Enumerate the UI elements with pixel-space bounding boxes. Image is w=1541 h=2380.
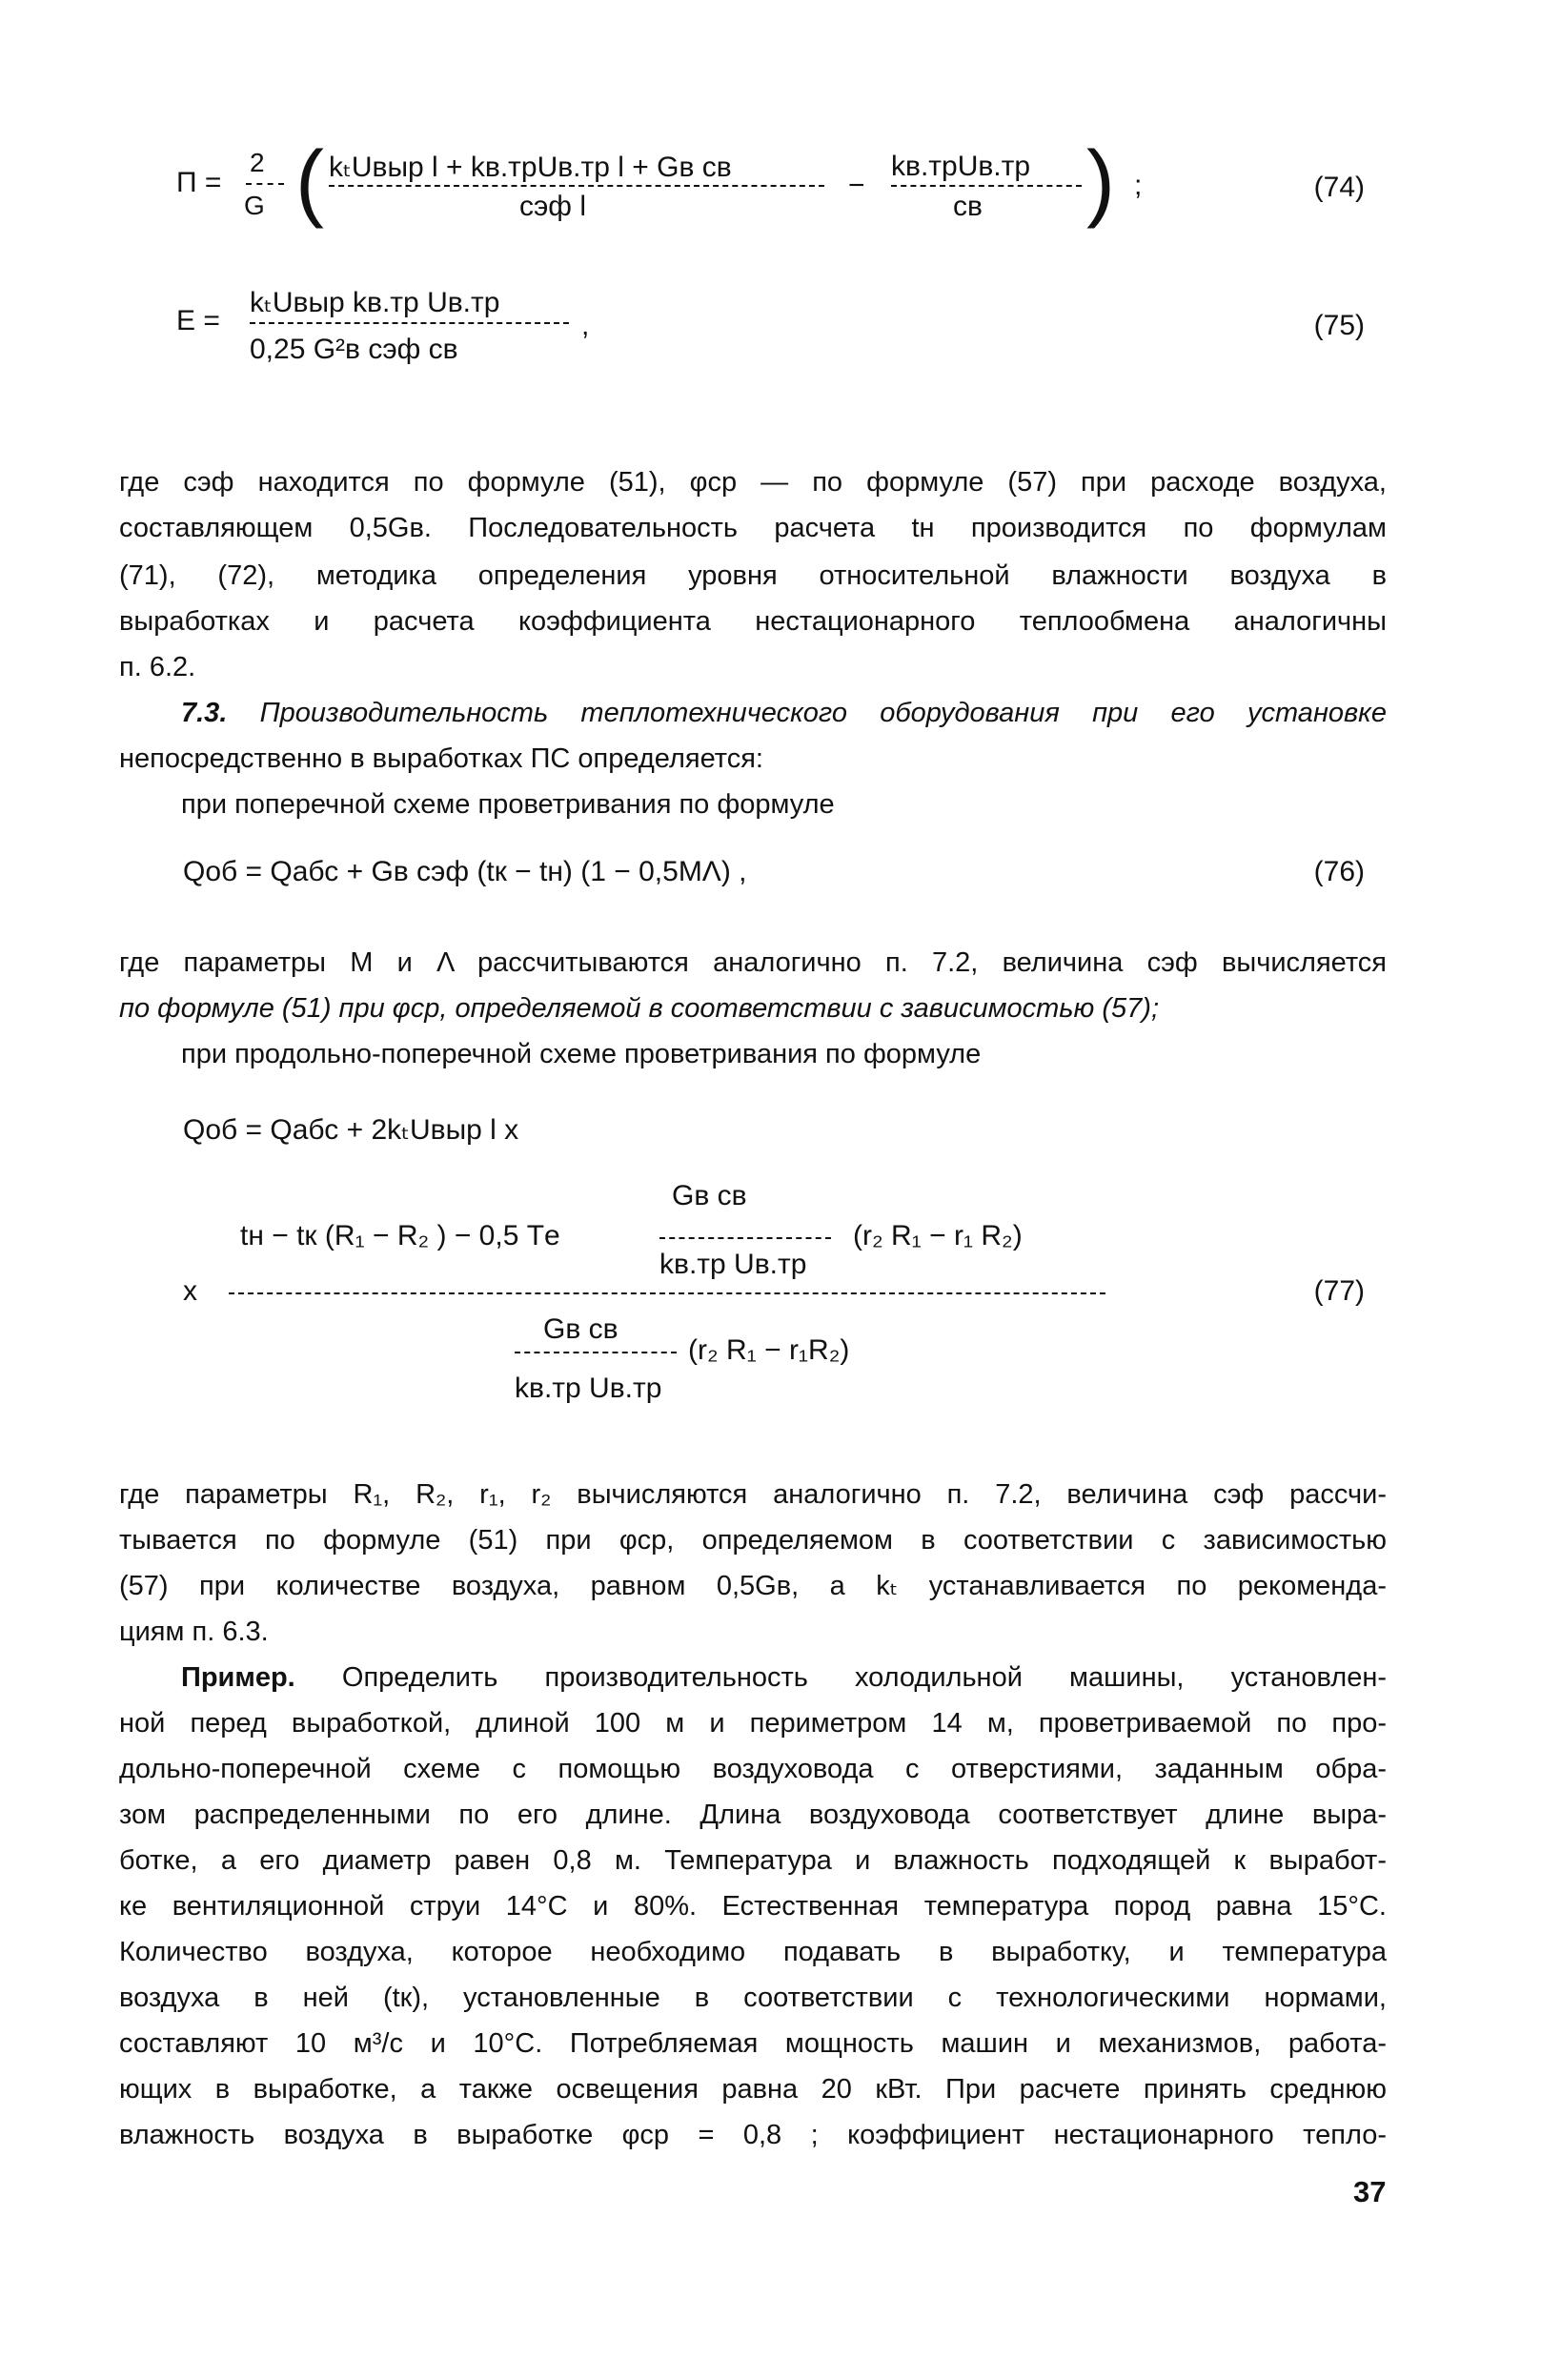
example-line: Количество воздуха, которое необходимо подавать в выработку, и температура — [119, 1937, 1387, 1967]
section-7-3-line2: непосредственно в выработках ПС определяется: — [119, 743, 763, 774]
example-line: воздуха в ней (tк), установленные в соответствии с технологическими нормами, — [119, 1983, 1387, 2013]
text-line: при продольно-поперечной схеме проветривания по формуле — [181, 1039, 982, 1069]
formula-77-den-num: Gв cв — [543, 1313, 618, 1345]
formula-74-semicolon: ; — [1134, 170, 1143, 201]
formula-75-comma: , — [581, 310, 590, 341]
text-line: где параметры M и Λ рассчитываются аналогично п. 7.2, величина cэф вычисляется — [119, 947, 1387, 978]
formula-75-number: (75) — [1313, 310, 1365, 341]
example-line: влажность воздуха в выработке φср = 0,8 ; коэффициент нестационарного тепло- — [119, 2120, 1387, 2150]
section-number: 7.3. — [181, 698, 228, 728]
formula-74-fraction-bar — [329, 185, 824, 187]
text-line: где cэф находится по формуле (51), φср — по формуле (57) при расходе воздуха, — [119, 467, 1387, 498]
text-line: (71), (72), методика определения уровня относительной влажности воздуха в — [119, 560, 1387, 591]
formula-75-fraction-bar — [250, 322, 569, 324]
section-7-3-line3: при поперечной схеме проветривания по формуле — [181, 789, 835, 820]
section-7-3-line1 — [181, 694, 1387, 732]
formula-75-numerator: kₜUвыр kв.тр Uв.тр — [250, 287, 500, 318]
example-first-line — [181, 1658, 1387, 1697]
text-line: (57) при количестве воздуха, равном 0,5Gв, а kₜ устанавливается по рекоменда- — [119, 1571, 1387, 1601]
formula-75-lhs: E = — [176, 305, 220, 336]
formula-77-inner-num: Gв cв — [672, 1180, 747, 1211]
formula-76-number: (76) — [1313, 856, 1365, 887]
formula-74-den2: cв — [953, 191, 983, 222]
example-line: составляют 10 м³/с и 10°С. Потребляемая мощность машин и механизмов, работа- — [119, 2028, 1387, 2059]
text-line: по формуле (51) при φср, определяемой в соответствии с зависимостью (57); — [119, 993, 1160, 1024]
page-number: 37 — [1353, 2175, 1387, 2208]
text-line: циям п. 6.3. — [119, 1617, 269, 1647]
example-line: ке вентиляционной струи 14°С и 80%. Естественная температура пород равна 15°С. — [119, 1891, 1387, 1922]
formula-75-denominator: 0,25 G²в cэф cв — [250, 334, 458, 365]
formula-74-numerator: kₜUвыр l + kв.трUв.тр l + Gв cв — [329, 152, 732, 183]
formula-74-coef-bar — [246, 183, 284, 185]
formula-77-den-den: kв.тр Uв.тр — [515, 1373, 662, 1404]
formula-77-number: (77) — [1313, 1275, 1365, 1307]
formula-74-fraction-bar-2 — [891, 185, 1082, 187]
formula-77-inner-den: kв.тр Uв.тр — [659, 1249, 807, 1280]
formula-74-number: (74) — [1313, 172, 1365, 203]
text-line: выработках и расчета коэффициента нестационарного теплообмена аналогичны — [119, 606, 1387, 637]
example-first-text: Определить производительность холодильной машины, установлен- — [341, 1662, 1387, 1693]
example-line: ной перед выработкой, длиной 100 м и периметром 14 м, проветриваемой по про- — [119, 1708, 1387, 1739]
formula-74-lhs: П = — [176, 167, 222, 198]
formula-74-coef-num: 2 — [250, 148, 265, 177]
example-label: Пример. — [181, 1662, 295, 1693]
formula-77-main-bar — [229, 1292, 1105, 1294]
formula-74-minus: − — [848, 170, 865, 201]
example-line: дольно-поперечной схеме с помощью воздуховода с отверстиями, заданным обра- — [119, 1754, 1387, 1784]
formula-77-den-right: (r₂ R₁ − r₁R₂) — [688, 1334, 850, 1366]
formula-77-num-left: tн − tк (R₁ − R₂ ) − 0,5 Tе — [240, 1220, 560, 1251]
section-7-3-text: Производительность теплотехнического оборудования при его установке — [259, 698, 1387, 728]
formula-76: Qоб = Qабс + Gв cэф (tк − tн) (1 − 0,5MΛ) , — [183, 856, 747, 887]
text-line: составляющем 0,5Gв. Последовательность расчета tн производится по формулам — [119, 513, 1387, 543]
formula-77-times: x — [183, 1275, 197, 1307]
formula-74-coef-den: G — [244, 191, 265, 220]
formula-77-inner-bar — [659, 1237, 831, 1239]
example-line: ботке, а его диаметр равен 0,8 м. Температура и влажность подходящей к выработ- — [119, 1845, 1387, 1876]
formula-74-denominator: cэф l — [519, 191, 586, 222]
text-line: п. 6.2. — [119, 652, 196, 682]
example-line: ющих в выработке, а также освещения равна 20 кВт. При расчете принять среднюю — [119, 2074, 1387, 2105]
formula-77-first-line: Qоб = Qабс + 2kₜUвыр l x — [183, 1114, 519, 1146]
formula-77-den-bar — [515, 1352, 677, 1353]
text-line: где параметры R₁, R₂, r₁, r₂ вычисляются аналогично п. 7.2, величина cэф рассчи- — [119, 1479, 1387, 1510]
formula-74-num2: kв.трUв.тр — [891, 151, 1031, 182]
formula-74-right-paren: ) — [1086, 134, 1115, 230]
text-line: тывается по формуле (51) при φср, определяемом в соответствии с зависимостью — [119, 1525, 1387, 1556]
example-line: зом распределенными по его длине. Длина воздуховода соответствует длине выра- — [119, 1800, 1387, 1830]
formula-74-left-paren: ( — [295, 134, 324, 230]
formula-77-num-right: (r₂ R₁ − r₁ R₂) — [853, 1220, 1023, 1251]
